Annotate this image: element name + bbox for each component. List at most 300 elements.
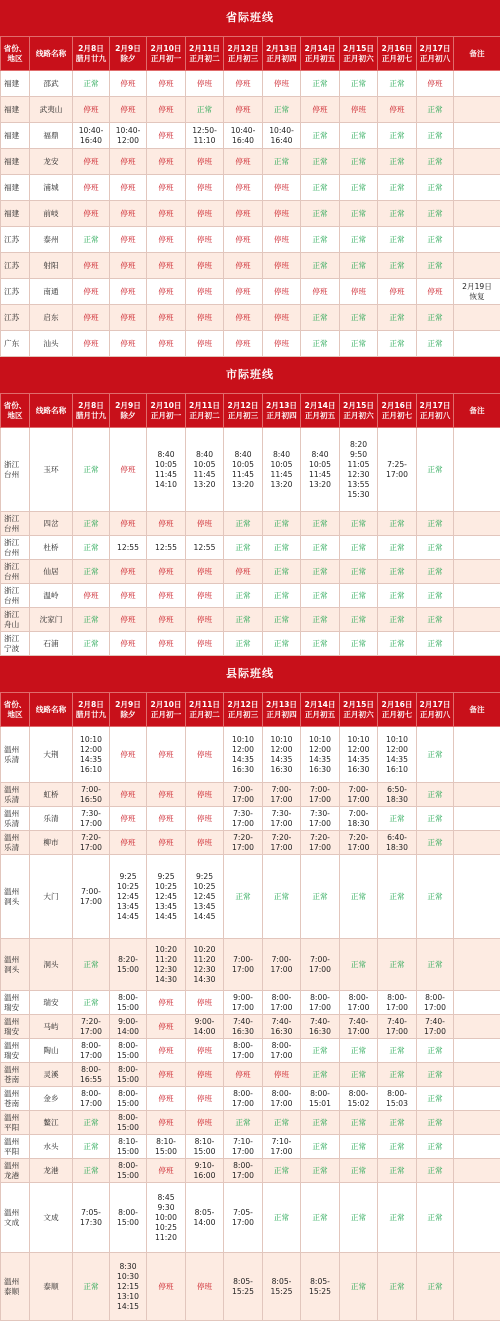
schedule-cell: 停班 [186, 331, 224, 357]
header-date: 2月15日 正月初六 [340, 37, 378, 71]
schedule-cell: 正常 [73, 1159, 110, 1183]
table-row [1, 1063, 500, 1087]
province-cell: 温州 瑞安 [1, 1039, 30, 1063]
schedule-cell: 停班 [147, 279, 186, 305]
remark-cell [454, 201, 500, 227]
schedule-cell: 正常 [340, 608, 378, 632]
schedule-cell: 8:40 10:05 11:45 13:20 [301, 428, 340, 512]
schedule-cell: 正常 [417, 305, 454, 331]
schedule-table [0, 36, 500, 357]
schedule-cell: 正常 [263, 632, 301, 656]
schedule-cell: 停班 [263, 227, 301, 253]
schedule-cell: 停班 [147, 560, 186, 584]
province-cell: 浙江 台州 [1, 584, 30, 608]
schedule-cell: 7:20- 17:00 [301, 831, 340, 855]
schedule-cell: 10:10 12:00 14:35 16:30 [301, 727, 340, 783]
schedule-cell: 8:00- 15:02 [340, 1087, 378, 1111]
schedule-cell: 停班 [186, 1063, 224, 1087]
schedule-cell: 正常 [73, 560, 110, 584]
remark-cell [454, 608, 500, 632]
schedule-cell: 正常 [340, 1135, 378, 1159]
route-cell: 仙居 [30, 560, 73, 584]
schedule-cell: 停班 [263, 253, 301, 279]
remark-cell [454, 831, 500, 855]
remark-cell [454, 149, 500, 175]
route-cell: 金乡 [30, 1087, 73, 1111]
table-row [1, 1111, 500, 1135]
schedule-cell: 正常 [340, 1039, 378, 1063]
schedule-cell: 正常 [301, 201, 340, 227]
schedule-cell: 8:05- 14:00 [186, 1183, 224, 1253]
table-row [1, 149, 500, 175]
remark-cell [454, 560, 500, 584]
route-cell: 水头 [30, 1135, 73, 1159]
schedule-cell: 停班 [147, 201, 186, 227]
schedule-cell: 停班 [110, 727, 147, 783]
route-cell: 邵武 [30, 71, 73, 97]
schedule-cell: 6:40- 18:30 [378, 831, 417, 855]
province-cell: 温州 龙港 [1, 1159, 30, 1183]
schedule-cell: 8:45 9:30 10:00 10:25 11:20 [147, 1183, 186, 1253]
route-cell: 洞头 [30, 939, 73, 991]
schedule-cell: 9:00- 14:00 [110, 1015, 147, 1039]
schedule-cell: 8:00- 16:55 [73, 1063, 110, 1087]
schedule-cell: 正常 [417, 331, 454, 357]
schedule-cell: 停班 [186, 560, 224, 584]
schedule-cell: 正常 [417, 1087, 454, 1111]
schedule-cell: 正常 [263, 97, 301, 123]
schedule-cell: 8:00- 17:00 [224, 1039, 263, 1063]
route-cell: 四岔 [30, 512, 73, 536]
schedule-cell: 正常 [378, 331, 417, 357]
province-cell: 浙江 台州 [1, 560, 30, 584]
schedule-cell: 7:05- 17:00 [224, 1183, 263, 1253]
schedule-cell: 正常 [378, 71, 417, 97]
schedule-cell: 停班 [224, 560, 263, 584]
schedule-cell: 正常 [378, 855, 417, 939]
schedule-cell: 正常 [301, 1159, 340, 1183]
table-row [1, 632, 500, 656]
schedule-cell: 正常 [73, 1111, 110, 1135]
schedule-cell: 7:30- 17:00 [73, 807, 110, 831]
schedule-cell: 8:10- 15:00 [110, 1135, 147, 1159]
schedule-cell: 停班 [186, 227, 224, 253]
schedule-cell: 正常 [340, 855, 378, 939]
remark-cell [454, 428, 500, 512]
schedule-cell: 停班 [110, 149, 147, 175]
schedule-cell: 正常 [263, 855, 301, 939]
schedule-cell: 停班 [340, 97, 378, 123]
schedule-cell: 停班 [110, 201, 147, 227]
header-date: 2月17日 正月初八 [417, 37, 454, 71]
schedule-cell: 正常 [378, 1159, 417, 1183]
schedule-cell: 正常 [340, 560, 378, 584]
schedule-cell: 停班 [110, 305, 147, 331]
schedule-cell: 正常 [417, 175, 454, 201]
header-remark: 备注 [454, 394, 500, 428]
header-date: 2月10日 正月初一 [147, 394, 186, 428]
schedule-cell: 正常 [340, 305, 378, 331]
header-date: 2月8日 腊月廿九 [73, 37, 110, 71]
schedule-cell: 正常 [378, 1183, 417, 1253]
schedule-cell: 7:40- 17:00 [378, 1015, 417, 1039]
province-cell: 温州 瑞安 [1, 991, 30, 1015]
schedule-cell: 8:00- 15:03 [378, 1087, 417, 1111]
schedule-cell: 停班 [186, 608, 224, 632]
schedule-cell: 正常 [417, 1159, 454, 1183]
schedule-cell: 正常 [417, 584, 454, 608]
schedule-cell: 停班 [186, 201, 224, 227]
province-cell: 温州 乐清 [1, 831, 30, 855]
route-cell: 武夷山 [30, 97, 73, 123]
schedule-cell: 12:55 [147, 536, 186, 560]
table-row [1, 512, 500, 536]
schedule-cell: 停班 [73, 253, 110, 279]
schedule-cell: 8:00- 17:00 [301, 991, 340, 1015]
remark-cell [454, 1183, 500, 1253]
remark-cell [454, 512, 500, 536]
schedule-cell: 正常 [340, 1159, 378, 1183]
remark-cell [454, 1063, 500, 1087]
header-province: 省份、 地区 [1, 37, 30, 71]
schedule-cell: 停班 [186, 1087, 224, 1111]
remark-cell [454, 175, 500, 201]
province-cell: 温州 乐清 [1, 807, 30, 831]
remark-cell [454, 584, 500, 608]
province-cell: 福建 [1, 123, 30, 149]
remark-cell [454, 1159, 500, 1183]
table-row [1, 253, 500, 279]
schedule-cell: 正常 [340, 227, 378, 253]
header-route: 线路名称 [30, 693, 73, 727]
schedule-cell: 正常 [417, 1039, 454, 1063]
schedule-cell: 停班 [417, 71, 454, 97]
province-cell: 温州 乐清 [1, 727, 30, 783]
header-province: 省份、 地区 [1, 693, 30, 727]
schedule-cell: 7:00- 17:00 [301, 783, 340, 807]
schedule-cell: 7:00- 18:30 [340, 807, 378, 831]
schedule-cell: 停班 [147, 1159, 186, 1183]
schedule-cell: 正常 [378, 305, 417, 331]
schedule-cell: 正常 [378, 939, 417, 991]
schedule-cell: 停班 [186, 807, 224, 831]
schedule-cell: 8:00- 17:00 [224, 1087, 263, 1111]
schedule-cell: 停班 [186, 727, 224, 783]
schedule-cell: 停班 [224, 253, 263, 279]
schedule-cell: 停班 [147, 1087, 186, 1111]
remark-cell [454, 939, 500, 991]
schedule-cell: 停班 [186, 1253, 224, 1321]
schedule-cell: 停班 [73, 201, 110, 227]
route-cell: 瑞安 [30, 991, 73, 1015]
schedule-cell: 正常 [378, 227, 417, 253]
remark-cell [454, 1015, 500, 1039]
schedule-cell: 正常 [263, 584, 301, 608]
schedule-cell: 停班 [186, 253, 224, 279]
schedule-cell: 正常 [340, 584, 378, 608]
schedule-cell: 停班 [110, 175, 147, 201]
table-row [1, 855, 500, 939]
schedule-cell: 7:00- 16:50 [73, 783, 110, 807]
remark-cell [454, 305, 500, 331]
schedule-cell: 停班 [110, 608, 147, 632]
province-cell: 温州 瑞安 [1, 1015, 30, 1039]
schedule-cell: 正常 [301, 608, 340, 632]
table-row [1, 97, 500, 123]
schedule-cell: 正常 [301, 536, 340, 560]
schedule-cell: 正常 [301, 253, 340, 279]
header-date: 2月12日 正月初三 [224, 37, 263, 71]
schedule-cell: 停班 [186, 991, 224, 1015]
route-cell: 大门 [30, 855, 73, 939]
schedule-cell: 正常 [73, 512, 110, 536]
schedule-cell: 8:40 10:05 11:45 13:20 [186, 428, 224, 512]
schedule-cell: 正常 [73, 1135, 110, 1159]
schedule-cell: 12:55 [110, 536, 147, 560]
header-date: 2月13日 正月初四 [263, 37, 301, 71]
schedule-cell: 9:00- 17:00 [224, 991, 263, 1015]
schedule-cell: 正常 [301, 227, 340, 253]
schedule-cell: 正常 [73, 1253, 110, 1321]
schedule-cell: 正常 [417, 783, 454, 807]
schedule-cell: 正常 [301, 175, 340, 201]
header-date: 2月14日 正月初五 [301, 37, 340, 71]
schedule-cell: 正常 [224, 584, 263, 608]
schedule-cell: 正常 [73, 991, 110, 1015]
schedule-cell: 7:20- 17:00 [263, 831, 301, 855]
schedule-cell: 正常 [73, 428, 110, 512]
schedule-cell: 正常 [224, 855, 263, 939]
schedule-cell: 正常 [340, 149, 378, 175]
schedule-cell: 正常 [417, 536, 454, 560]
table-row [1, 305, 500, 331]
schedule-cell: 正常 [224, 1111, 263, 1135]
schedule-cell: 停班 [147, 331, 186, 357]
table-row [1, 584, 500, 608]
schedule-cell: 正常 [263, 512, 301, 536]
schedule-cell: 停班 [224, 97, 263, 123]
remark-cell [454, 536, 500, 560]
schedule-cell: 10:10 12:00 14:35 16:10 [378, 727, 417, 783]
schedule-cell: 10:40- 12:00 [110, 123, 147, 149]
schedule-cell: 7:00- 17:00 [224, 783, 263, 807]
schedule-cell: 12:50- 11:10 [186, 123, 224, 149]
schedule-cell: 正常 [301, 331, 340, 357]
schedule-cell: 正常 [73, 632, 110, 656]
schedule-cell: 正常 [417, 855, 454, 939]
schedule-cell: 正常 [340, 632, 378, 656]
header-row [1, 693, 500, 727]
schedule-cell: 正常 [263, 560, 301, 584]
province-cell: 温州 文成 [1, 1183, 30, 1253]
schedule-cell: 停班 [224, 175, 263, 201]
schedule-cell: 10:20 11:20 12:30 14:30 [147, 939, 186, 991]
table-row [1, 807, 500, 831]
schedule-cell: 正常 [417, 608, 454, 632]
schedule-cell: 7:40- 17:00 [417, 1015, 454, 1039]
schedule-cell: 停班 [224, 201, 263, 227]
table-row [1, 1015, 500, 1039]
schedule-cell: 停班 [110, 331, 147, 357]
schedule-cell: 停班 [301, 97, 340, 123]
header-date: 2月13日 正月初四 [263, 394, 301, 428]
header-date: 2月11日 正月初二 [186, 693, 224, 727]
table-row [1, 227, 500, 253]
schedule-cell: 7:40- 17:00 [340, 1015, 378, 1039]
header-date: 2月14日 正月初五 [301, 693, 340, 727]
schedule-cell: 停班 [147, 1253, 186, 1321]
schedule-cell: 停班 [110, 783, 147, 807]
schedule-cell: 正常 [301, 71, 340, 97]
schedule-cell: 7:10- 17:00 [263, 1135, 301, 1159]
schedule-cell: 正常 [417, 227, 454, 253]
schedule-cell: 正常 [301, 123, 340, 149]
schedule-cell: 停班 [110, 831, 147, 855]
schedule-cell: 停班 [110, 428, 147, 512]
route-cell: 前岐 [30, 201, 73, 227]
schedule-cell: 正常 [378, 175, 417, 201]
province-cell: 浙江 台州 [1, 536, 30, 560]
schedule-cell: 正常 [417, 831, 454, 855]
header-date: 2月17日 正月初八 [417, 394, 454, 428]
schedule-cell: 正常 [417, 1135, 454, 1159]
header-date: 2月16日 正月初七 [378, 37, 417, 71]
schedule-cell: 正常 [378, 149, 417, 175]
header-date: 2月11日 正月初二 [186, 37, 224, 71]
schedule-cell: 停班 [263, 305, 301, 331]
remark-cell [454, 253, 500, 279]
schedule-cell: 正常 [417, 1183, 454, 1253]
schedule-cell: 停班 [186, 1039, 224, 1063]
schedule-cell: 8:00- 17:00 [73, 1087, 110, 1111]
schedule-cell: 10:40- 16:40 [73, 123, 110, 149]
header-remark: 备注 [454, 693, 500, 727]
schedule-cell: 停班 [73, 175, 110, 201]
province-cell: 江苏 [1, 253, 30, 279]
province-cell: 浙江 宁波 [1, 632, 30, 656]
schedule-cell: 正常 [340, 512, 378, 536]
schedule-cell: 停班 [147, 1063, 186, 1087]
province-cell: 浙江 舟山 [1, 608, 30, 632]
schedule-cell: 正常 [73, 71, 110, 97]
schedule-cell: 正常 [301, 1135, 340, 1159]
table-row [1, 279, 500, 305]
province-cell: 温州 苍南 [1, 1087, 30, 1111]
schedule-cell: 停班 [263, 175, 301, 201]
schedule-cell: 停班 [417, 279, 454, 305]
header-date: 2月17日 正月初八 [417, 693, 454, 727]
schedule-cell: 正常 [263, 149, 301, 175]
remark-cell [454, 1135, 500, 1159]
schedule-cell: 正常 [417, 560, 454, 584]
schedule-cell: 正常 [301, 305, 340, 331]
table-row [1, 201, 500, 227]
schedule-cell: 停班 [147, 512, 186, 536]
schedule-cell: 停班 [263, 279, 301, 305]
route-cell: 浦城 [30, 175, 73, 201]
header-date: 2月9日 除夕 [110, 394, 147, 428]
schedule-cell: 停班 [73, 279, 110, 305]
table-row [1, 1183, 500, 1253]
schedule-cell: 6:50- 18:30 [378, 783, 417, 807]
route-cell: 灵溪 [30, 1063, 73, 1087]
schedule-cell: 12:55 [186, 536, 224, 560]
header-remark: 备注 [454, 37, 500, 71]
schedule-cell: 停班 [73, 331, 110, 357]
schedule-cell: 停班 [186, 71, 224, 97]
schedule-cell: 8:00- 15:01 [301, 1087, 340, 1111]
schedule-cell: 7:40- 16:30 [301, 1015, 340, 1039]
schedule-cell: 停班 [186, 831, 224, 855]
schedule-cell: 正常 [301, 1039, 340, 1063]
schedule-cell: 8:00- 17:00 [263, 1087, 301, 1111]
schedule-cell: 正常 [417, 123, 454, 149]
schedule-cell: 正常 [378, 807, 417, 831]
schedule-cell: 停班 [147, 227, 186, 253]
remark-cell [454, 855, 500, 939]
table-row [1, 1159, 500, 1183]
route-cell: 龙安 [30, 149, 73, 175]
schedule-cell: 正常 [417, 253, 454, 279]
schedule-cell: 停班 [147, 1039, 186, 1063]
schedule-cell: 停班 [110, 632, 147, 656]
schedule-cell: 停班 [110, 560, 147, 584]
schedule-cell: 9:25 10:25 12:45 13:45 14:45 [147, 855, 186, 939]
schedule-cell: 8:40 10:05 11:45 13:20 [224, 428, 263, 512]
route-cell: 泰顺 [30, 1253, 73, 1321]
schedule-cell: 停班 [147, 831, 186, 855]
header-date: 2月10日 正月初一 [147, 693, 186, 727]
province-cell: 福建 [1, 149, 30, 175]
schedule-cell: 停班 [224, 149, 263, 175]
schedule-cell: 8:00- 15:00 [110, 1063, 147, 1087]
schedule-cell: 8:00- 15:00 [110, 1183, 147, 1253]
schedule-cell: 停班 [224, 71, 263, 97]
schedule-cell: 停班 [378, 97, 417, 123]
schedule-cell: 正常 [263, 1183, 301, 1253]
section-title: 县际班线 [0, 656, 500, 692]
province-cell: 温州 洞头 [1, 939, 30, 991]
schedule-cell: 停班 [224, 227, 263, 253]
schedule-cell: 停班 [186, 584, 224, 608]
schedule-cell: 8:00- 17:00 [340, 991, 378, 1015]
remark-cell [454, 1111, 500, 1135]
schedule-section [0, 656, 500, 1321]
schedule-cell: 8:00- 15:00 [110, 1039, 147, 1063]
schedule-cell: 停班 [147, 149, 186, 175]
schedule-cell: 7:00- 17:00 [263, 939, 301, 991]
schedule-cell: 正常 [73, 608, 110, 632]
schedule-table [0, 393, 500, 656]
route-cell: 沈家门 [30, 608, 73, 632]
header-date: 2月14日 正月初五 [301, 394, 340, 428]
schedule-cell: 正常 [301, 560, 340, 584]
header-date: 2月13日 正月初四 [263, 693, 301, 727]
schedule-cell: 8:00- 17:00 [417, 991, 454, 1015]
schedule-cell: 8:30 10:30 12:15 13:10 14:15 [110, 1253, 147, 1321]
schedule-cell: 正常 [340, 1253, 378, 1321]
header-date: 2月9日 除夕 [110, 37, 147, 71]
schedule-cell: 正常 [378, 560, 417, 584]
route-cell: 温岭 [30, 584, 73, 608]
schedule-cell: 停班 [147, 584, 186, 608]
schedule-cell: 正常 [263, 536, 301, 560]
province-cell: 福建 [1, 175, 30, 201]
province-cell: 温州 乐清 [1, 783, 30, 807]
schedule-cell: 停班 [110, 253, 147, 279]
schedule-cell: 10:40- 16:40 [263, 123, 301, 149]
remark-cell [454, 331, 500, 357]
